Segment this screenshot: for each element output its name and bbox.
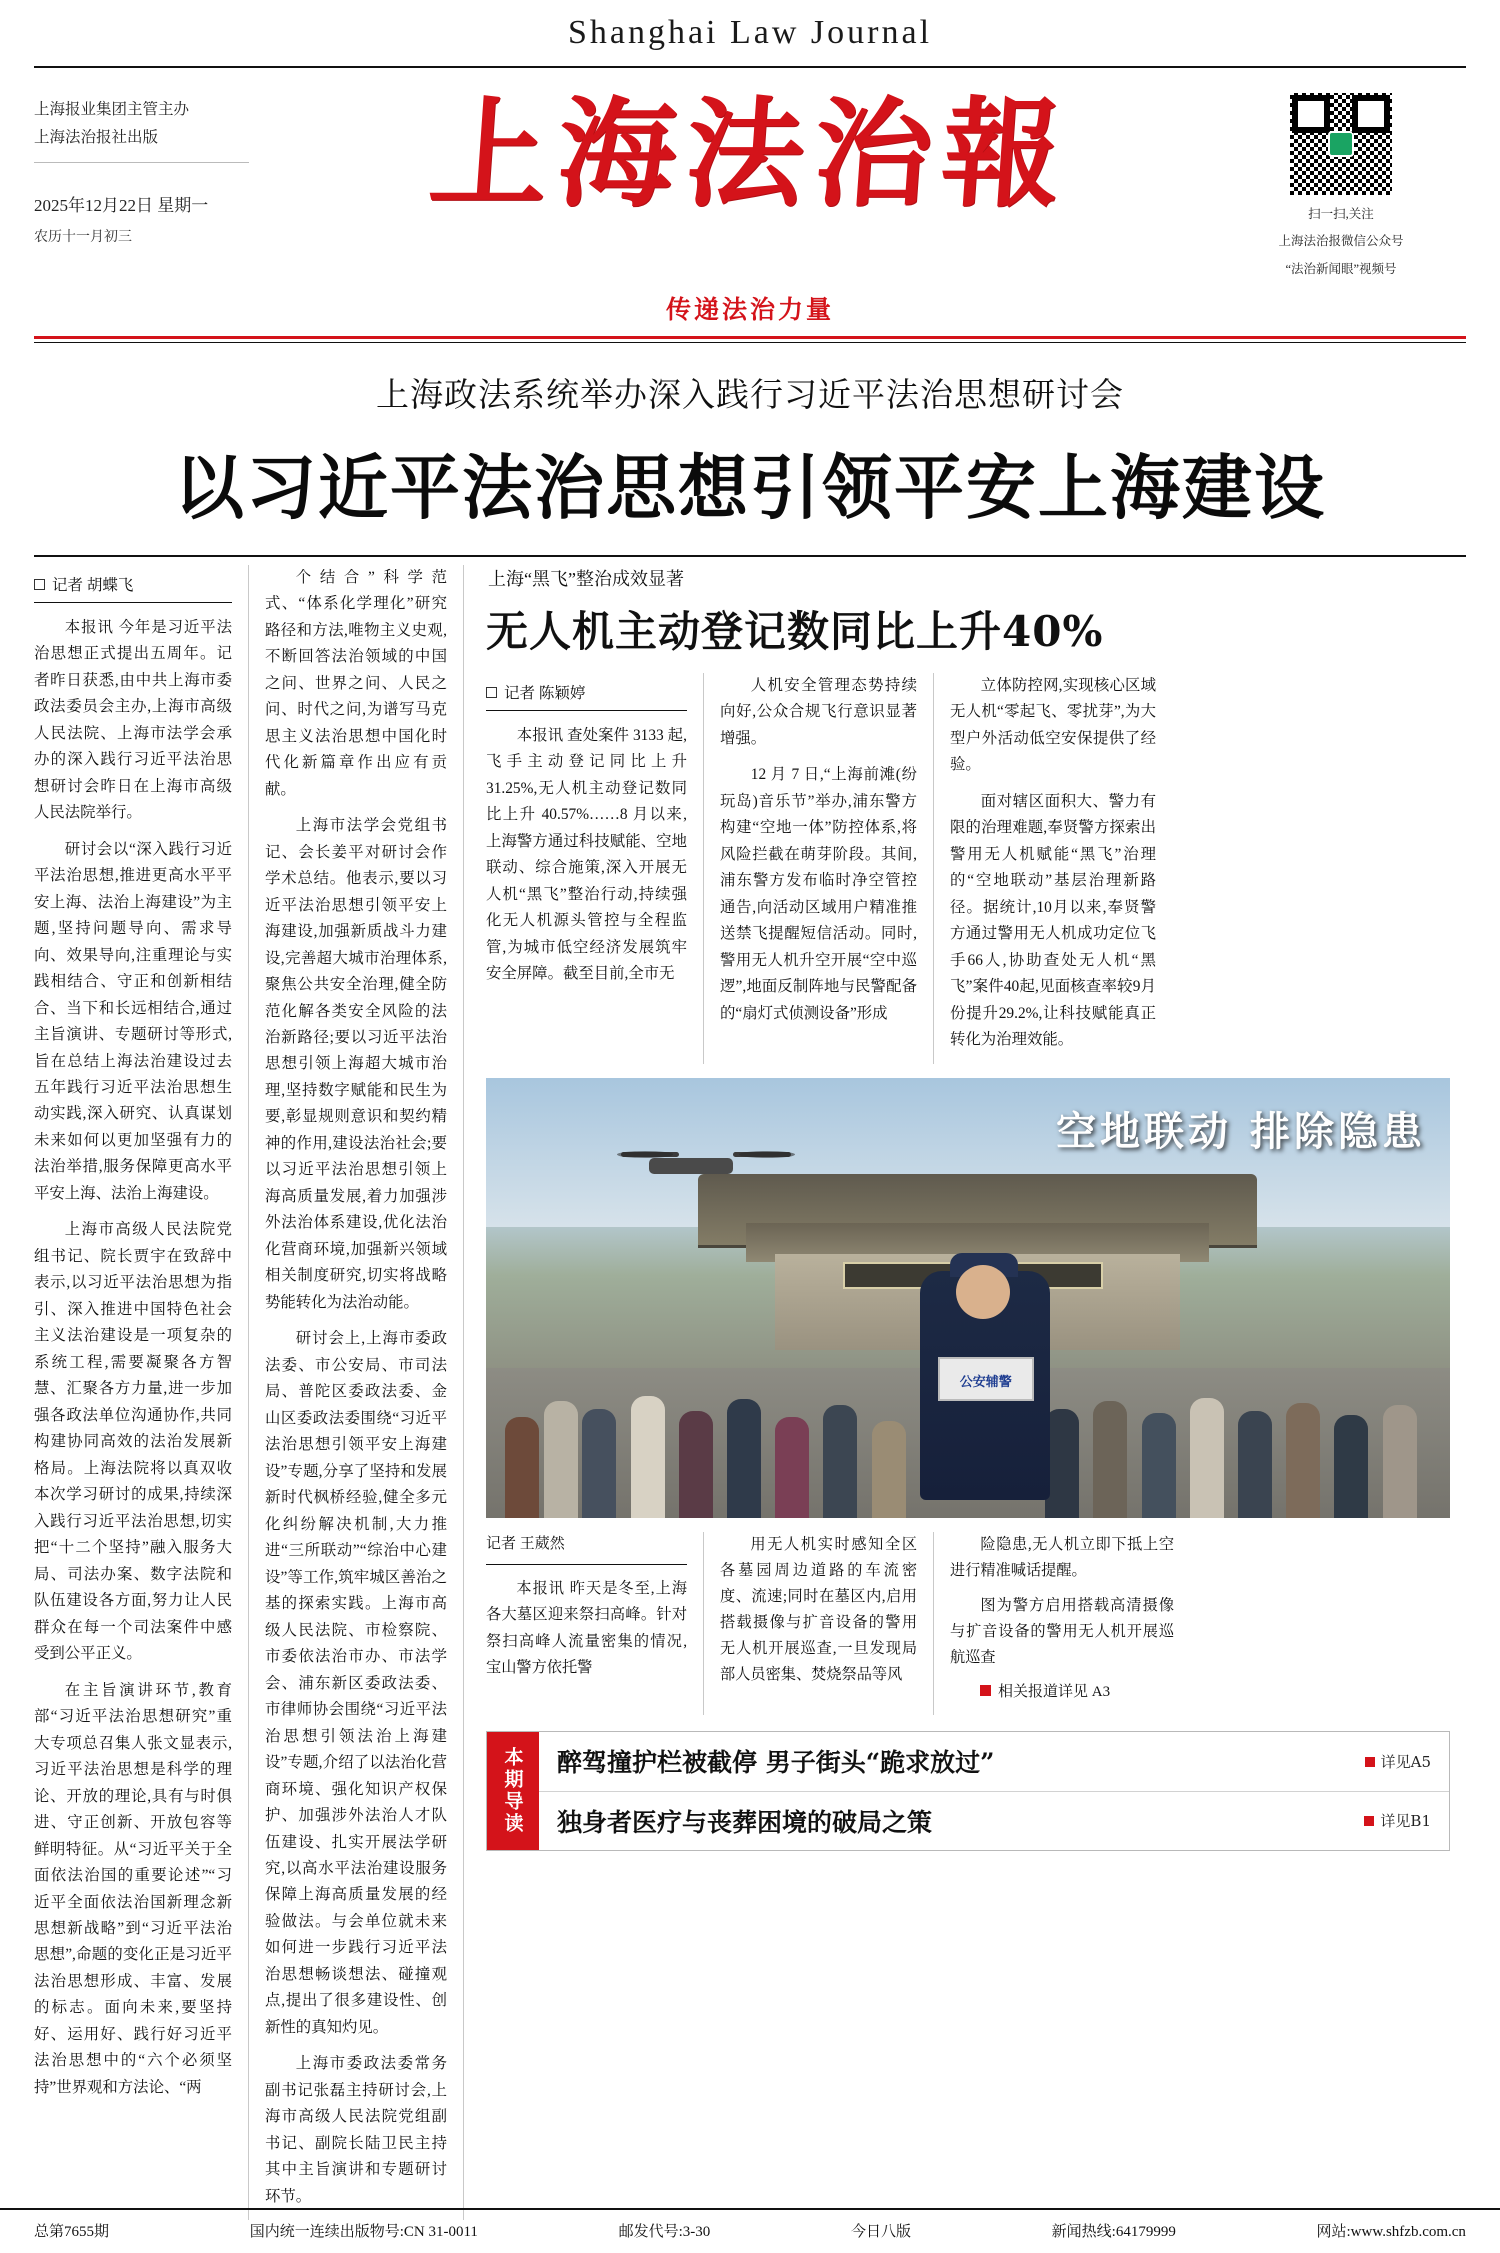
caption-column-1 bbox=[486, 1532, 704, 1716]
caption-paragraph: 本报讯 昨天是冬至,上海各大墓区迎来祭扫高峰。针对祭扫高峰人流量密集的情况,宝山警方依托警 bbox=[486, 1580, 687, 1676]
lunar-date: 农历十一月初三 bbox=[34, 230, 132, 246]
second-paragraph: 12 月 7 日,“上海前滩(纷玩岛)音乐节”举办,浦东警方构建“空地一体”防控体系,将风险拦截在萌芽阶段。其间,浦东警方发布临时净空管控通告,向活动区域用户精准推送禁飞提醒短信活动。同时,警用无人机升空开展“空中巡逻”,地面反制阵地与民警配备的“扇灯式侦测设备”形成 bbox=[720, 766, 917, 1022]
lead-paragraph: 研讨会上,上海市委政法委、市公安局、市司法局、普陀区委政法委、金山区委政法委围绕“习近平法治思想引领平安上海建设”专题,分享了坚持和发展新时代枫桥经验,健全多元化纠纷解决机制,大力推进“三所联动”“综治中心建设”等工作,筑牢城区善治之基的探索实践。上海市高级人民法院、市检察院、市委依法治市办、市法学会、浦东新区委政法委、市律师协会围绕“习近平法治思想引领法治上海建设”专题,介绍了以法治化营商环境、强化知识产权保护、加强涉外法治人才队伍建设、扎实开展法学研究,以高水平法治建设服务保障上海高质量发展的经验做法。与会单位就未来如何进一步践行习近平法治思想畅谈想法、碰撞观点,提出了很多建设性、创新性的真知灼见。 bbox=[265, 1330, 447, 2036]
byline-marker-icon bbox=[486, 687, 497, 698]
second-article bbox=[464, 565, 1466, 2221]
footer-postal-code: 邮发代号:3-30 bbox=[618, 2224, 711, 2240]
second-paragraph: 本报讯 查处案件 3133 起,飞手主动登记同比上升31.25%,无人机主动登记数同比上升 40.57%……8 月以来,上海警方通过科技赋能、空地联动、综合施策,深入开展无人机“黑飞”整治行动,持续强化无人机源头管控与全程监管,为城市低空经济发展筑牢安全屏障。截至目前,全市无 bbox=[486, 726, 687, 983]
paper-name: 上海法治報 bbox=[425, 84, 1075, 223]
caption-paragraph: 险隐患,无人机立即下抵上空进行精准喊话提醒。 bbox=[950, 1535, 1174, 1579]
second-paragraph: 人机安全管理态势持续向好,公众合规飞行意识显著增强。 bbox=[720, 676, 917, 747]
lead-paragraph: 在主旨演讲环节,教育部“习近平法治思想研究”重大专项总召集人张文显表示,习近平法治思想是科学的理论、开放的理论,具有与时俱进、守正创新、开放包容等鲜明特征。从“习近平关于全面依法治国的重要论述”“习近平全面依法治国新理念新思想新战略”到“习近平法治思想”,命题的变化正是习近平法治思想形成、丰富、发展的标志。面向未来,要坚持好、运用好、践行好习近平法治思想中的“六个必须坚持”世界观和方法论、“两 bbox=[34, 1681, 232, 2096]
page-footer bbox=[0, 2208, 1500, 2253]
english-masthead-title: Shanghai Law Journal bbox=[567, 14, 933, 51]
red-rule bbox=[34, 336, 1466, 339]
lead-paragraph: 本报讯 今年是习近平法治思想正式提出五周年。记者昨日获悉,由中共上海市委政法委员会主办,上海市高级人民法院、上海市法学会承办的深入践行习近平法治思想研讨会昨日在上海市高级人民法院举行。 bbox=[34, 618, 232, 822]
caption-column-3 bbox=[934, 1532, 1174, 1716]
footer-pages: 今日八版 bbox=[850, 2224, 911, 2240]
photo-byline bbox=[486, 1532, 687, 1566]
guide-item-title: 独身者医疗与丧葬困境的破局之策 bbox=[557, 1807, 933, 1837]
lead-article-column-2 bbox=[249, 565, 464, 2221]
drone-icon bbox=[621, 1152, 791, 1178]
issue-guide-label: 本期导读 bbox=[487, 1732, 539, 1850]
publication-date: 2025年12月22日 星期一 bbox=[34, 195, 209, 215]
caption-paragraph: 用无人机实时感知全区各墓园周边道路的车流密度、流速;同时在墓区内,启用搭载摄像与扩音设备的警用无人机开展巡查,一旦发现局部人员密集、焚烧祭品等风 bbox=[720, 1535, 917, 1684]
photo-police-officer bbox=[920, 1271, 1050, 1500]
headline-bottom-rule bbox=[34, 555, 1466, 557]
masthead-right-qr bbox=[1216, 86, 1466, 280]
reference-text: 相关报道详见 A3 bbox=[998, 1684, 1111, 1701]
footer-issue: 总第7655期 bbox=[34, 2224, 110, 2240]
footer-cn-number: 国内统一连续出版物号:CN 31-0011 bbox=[249, 2224, 478, 2240]
second-byline-text: 记者 陈颖婷 bbox=[504, 684, 586, 702]
footer-website[interactable]: 网站:www.shfzb.com.cn bbox=[1316, 2224, 1466, 2240]
thin-rule bbox=[34, 342, 1466, 343]
qr-code-icon[interactable] bbox=[1287, 90, 1395, 198]
second-column-3 bbox=[934, 673, 1174, 1064]
qr-caption-3: “法治新闻眼”视频号 bbox=[1285, 261, 1397, 276]
news-photo-wrapper bbox=[486, 1078, 1450, 1716]
second-paragraph: 立体防控网,实现核心区域无人机“零起飞、零扰芽”,为大型户外活动低空安保提供了经验。 bbox=[950, 676, 1156, 774]
related-report-reference[interactable] bbox=[950, 1680, 1174, 1706]
qr-center-logo bbox=[1328, 131, 1354, 157]
lead-paragraph: 研讨会以“深入践行习近平法治思想,推进更高水平平安上海、法治上海建设”为主题,坚持问题导向、需求导向、效果导向,注重理论与实践相结合、守正和创新相结合、当下和长远相结合,通过主旨演讲、专题研讨等形式,旨在总结上海法治建设过去五年践行习近平法治思想生动实践,深入研究、认真谋划未来如何以更加坚强有力的法治举措,服务保障更高水平平安上海、法治上海建设。 bbox=[34, 840, 232, 1202]
photo-byline-text: 记者 王葳然 bbox=[486, 1535, 565, 1552]
lead-headline: 以习近平法治思想引领平安上海建设 bbox=[174, 445, 1326, 529]
guide-item-page bbox=[1365, 1751, 1431, 1772]
issue-guide-items bbox=[539, 1732, 1449, 1850]
guide-item-title: 醉驾撞护栏被截停 男子街头“跪求放过” bbox=[557, 1748, 995, 1778]
slogan-bar bbox=[34, 290, 1466, 326]
issue-guide-box bbox=[486, 1731, 1450, 1851]
photo-overlay-title: 空地联动 排除隐患 bbox=[1056, 1107, 1426, 1155]
footer-hotline: 新闻热线:64179999 bbox=[1051, 2224, 1176, 2240]
guide-item[interactable] bbox=[539, 1732, 1449, 1791]
second-article-columns bbox=[486, 673, 1450, 1064]
guide-item[interactable] bbox=[539, 1791, 1449, 1851]
lead-byline bbox=[34, 565, 232, 603]
photo-caption-row bbox=[486, 1532, 1450, 1716]
second-shoulder-headline: 上海“黑飞”整治成效显著 bbox=[488, 568, 684, 589]
lead-byline-text: 记者 胡蝶飞 bbox=[52, 576, 134, 594]
masthead-center bbox=[284, 86, 1216, 222]
qr-caption-2: 上海法治报微信公众号 bbox=[1278, 234, 1404, 249]
second-column-2 bbox=[704, 673, 934, 1064]
lead-paragraph: 上海市法学会党组书记、会长姜平对研讨会作学术总结。他表示,要以习近平法治思想引领平安上海建设,加强新质战斗力建设,完善超大城市治理体系,聚焦公共安全治理,健全防范化解各类安全风险的法治新路径;要以习近平法治思想引领上海超大城市治理,坚持数字赋能和民生为要,彰显规则意识和契约精神的作用,建设法治社会;要以习近平法治思想引领上海高质量发展,着力加强涉外法治体系建设,优化法治化营商环境,加强新兴领域相关制度研究,切实将战略势能转化为法治动能。 bbox=[265, 817, 447, 1311]
lead-paragraph: 个结合”科学范式、“体系化学理化”研究路径和方法,唯物主义史观,不断回答法治领域的中国之问、世界之问、人民之问、时代之问,为谱写马克思主义法治思想中国化时代化新篇章作出应有贡献。 bbox=[265, 568, 447, 798]
second-headline: 无人机主动登记数同比上升40% bbox=[486, 606, 1104, 656]
lead-paragraph: 上海市高级人民法院党组书记、院长贾宇在致辞中表示,以习近平法治思想为指引、深入推进中国特色社会主义法治建设是一项复杂的系统工程,需要凝聚各方智慧、汇聚各方力量,进一步加强各政法单位沟通协作,共同构建协同高效的法治发展新格局。上海法院将以真双收本次学习研讨的成果,持续深入践行习近平法治思想,切实把“十二个坚持”融入服务大局、司法办案、数字法院和队伍建设各方面,努力让人民群众在每一个司法案件中感受到公平正义。 bbox=[34, 1221, 232, 1663]
publisher-line-2: 上海法治报社出版 bbox=[34, 128, 159, 146]
caption-paragraph: 图为警方启用搭载高清摄像与扩音设备的警用无人机开展巡航巡查 bbox=[950, 1596, 1174, 1667]
byline-marker-icon bbox=[34, 579, 45, 590]
masthead-left-divider bbox=[34, 162, 249, 163]
masthead-left-info bbox=[34, 86, 284, 251]
officer-head bbox=[956, 1265, 1010, 1319]
page-content bbox=[34, 565, 1466, 2221]
guide-item-page-text: 详见A5 bbox=[1380, 1752, 1431, 1771]
guide-item-page bbox=[1364, 1810, 1431, 1831]
publisher-line-1: 上海报业集团主管主办 bbox=[34, 101, 190, 118]
page-marker-icon bbox=[1365, 1757, 1375, 1767]
guide-item-page-text: 详见B1 bbox=[1380, 1812, 1431, 1831]
news-photo bbox=[486, 1078, 1450, 1518]
caption-column-2 bbox=[704, 1532, 934, 1716]
lead-article-column-1 bbox=[34, 565, 249, 2221]
officer-vest: 公安辅警 bbox=[938, 1357, 1034, 1401]
lead-shoulder-headline: 上海政法系统举办深入践行习近平法治思想研讨会 bbox=[376, 374, 1124, 414]
reference-marker-icon bbox=[980, 1685, 991, 1696]
second-paragraph: 面对辖区面积大、警力有限的治理难题,奉贤警方探索出警用无人机赋能“黑飞”治理的“空地联动”基层治理新路径。据统计,10月以来,奉贤警方通过警用无人机成功定位飞手66人,协助查处无人机“黑飞”案件40起,见面核查率较9月份提升29.2%,让科技赋能真正转化为治理效能。 bbox=[950, 792, 1156, 1049]
lead-paragraph: 上海市委政法委常务副书记张磊主持研讨会,上海市高级人民法院党组副书记、副院长陆卫民主持其中主旨演讲和专题研讨环节。 bbox=[265, 2055, 447, 2205]
page-marker-icon bbox=[1364, 1816, 1374, 1826]
masthead bbox=[34, 68, 1466, 280]
second-column-1 bbox=[486, 673, 704, 1064]
second-byline bbox=[486, 673, 687, 711]
qr-caption-1: 扫一扫,关注 bbox=[1308, 207, 1374, 221]
slogan-text: 传递法治力量 bbox=[665, 294, 834, 324]
